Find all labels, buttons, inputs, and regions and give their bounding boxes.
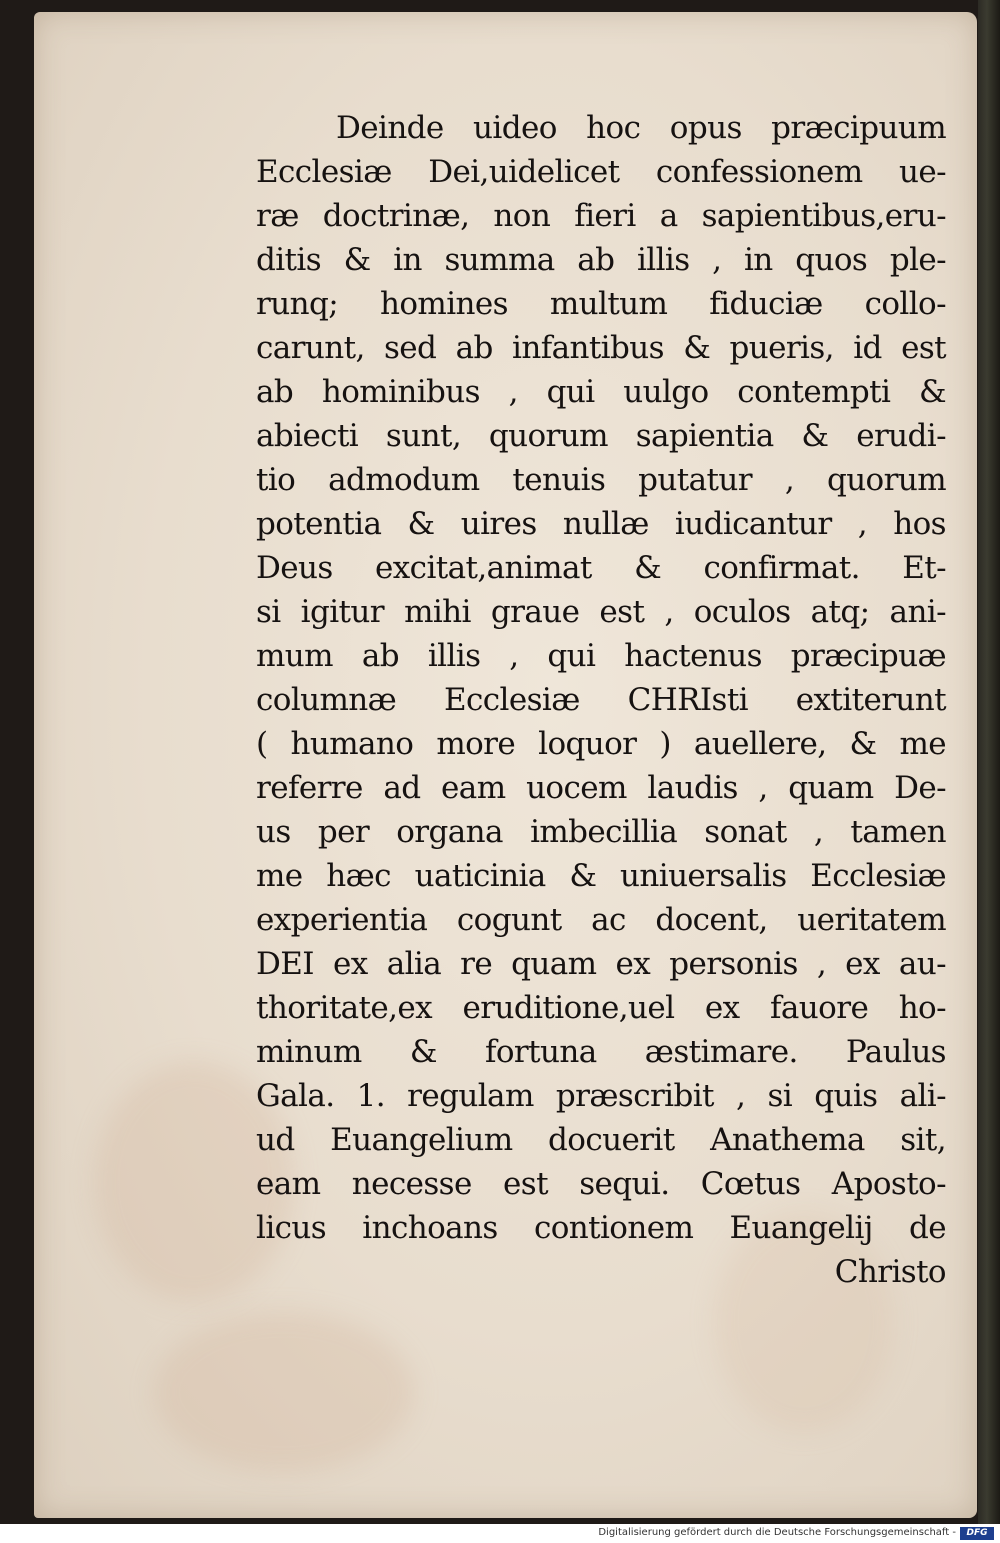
text-line: minum & fortuna æstimare. Paulus [256,1034,946,1070]
text-line: carunt, sed ab infantibus & pueris, id est [256,330,946,366]
text-line: columnæ Ecclesiæ CHRIsti extiterunt [256,682,946,718]
text-line: Ecclesiæ Dei,uidelicet confessionem ue- [256,154,946,190]
text-line: ræ doctrinæ, non fieri a sapientibus,eru- [256,198,946,234]
body-text [256,106,946,1294]
text-line: si igitur mihi graue est , oculos atq; ani- [256,594,946,630]
text-line: DEI ex alia re quam ex personis , ex au- [256,946,946,982]
text-line: runq; homines multum fiduciæ collo- [256,286,946,322]
text-line: abiecti sunt, quorum sapientia & erudi- [256,418,946,454]
text-line: Deinde uideo hoc opus præcipuum [336,110,946,146]
text-line: experientia cogunt ac docent, ueritatem [256,902,946,938]
dfg-logo: DFG [960,1527,994,1540]
text-line: potentia & uires nullæ iudicantur , hos [256,506,946,542]
text-line: ud Euangelium docuerit Anathema sit, [256,1122,946,1158]
text-line: eam necesse est sequi. Cœtus Aposto- [256,1166,946,1202]
paper-stain [154,1312,414,1472]
text-line: Deus excitat,animat & confirmat. Et- [256,550,946,586]
text-line: thoritate,ex eruditione,uel ex fauore ho- [256,990,946,1026]
text-line: tio admodum tenuis putatur , quorum [256,462,946,498]
text-line: mum ab illis , qui hactenus præcipuæ [256,638,946,674]
text-line: ditis & in summa ab illis , in quos ple- [256,242,946,278]
catchword: Christo [834,1254,946,1290]
text-line: referre ad eam uocem laudis , quam De- [256,770,946,806]
text-line: ab hominibus , qui uulgo contempti & [256,374,946,410]
funding-notice: Digitalisierung gefördert durch die Deutsche Forschungsgemeinschaft - [598,1527,956,1538]
digitization-footer [0,1524,1000,1543]
text-line: ( humano more loquor ) auellere, & me [256,726,946,762]
text-line: Gala. 1. regulam præscribit , si quis ali- [256,1078,946,1114]
text-line: me hæc uaticinia & uniuersalis Ecclesiæ [256,858,946,894]
text-line: licus inchoans contionem Euangelij de [256,1210,946,1246]
text-line: us per organa imbecillia sonat , tamen [256,814,946,850]
